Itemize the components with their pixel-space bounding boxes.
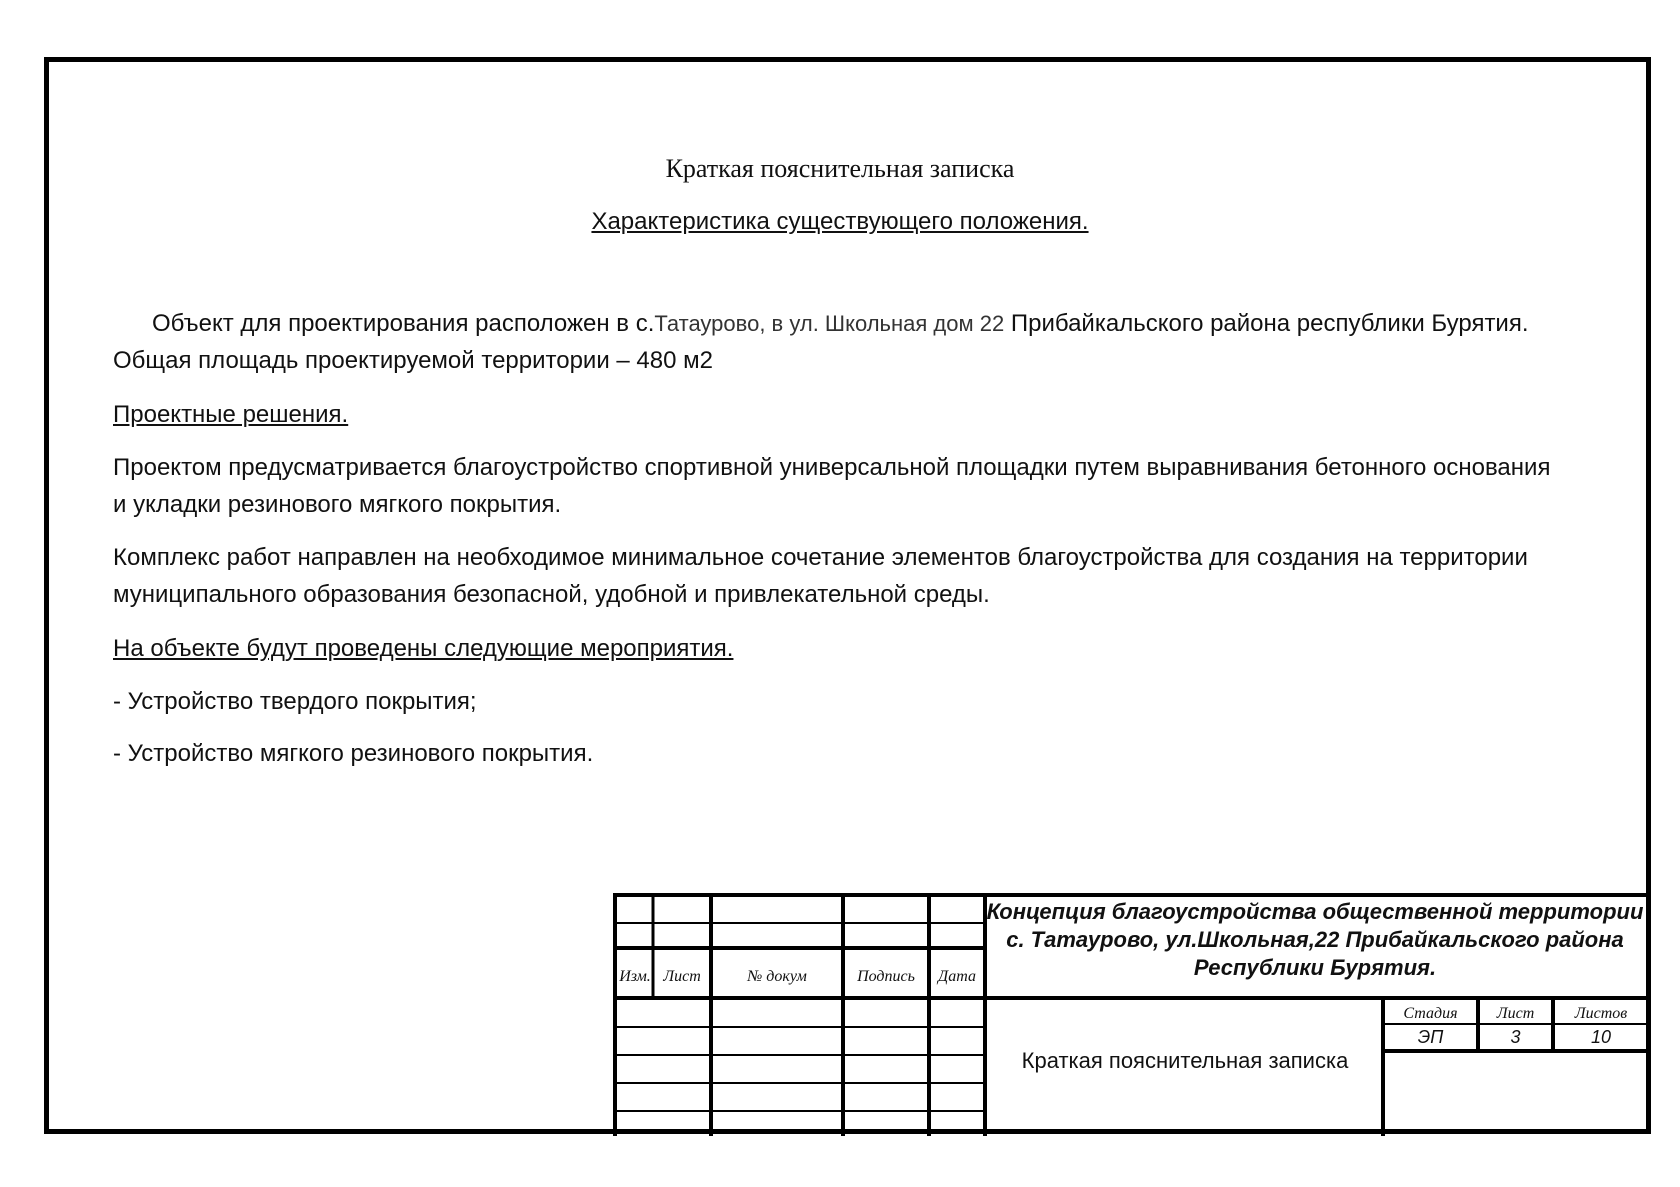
document-title: Краткая пояснительная записка [665, 154, 1015, 183]
paragraph-solutions: Проектом предусматривается благоустройство спортивной универсальной площадки путем выравнивания бетонного основания и укладки резинового мягкого покрытия. [113, 454, 1551, 518]
header-data: Дата [938, 968, 976, 985]
paragraph-complex: Комплекс работ направлен на необходимое минимальное сочетание элементов благоустройства для создания на территории муниципального образования безопасной, удобной и привлекательной среды. [113, 544, 1528, 608]
section-heading-solutions: Проектные решения. [113, 401, 349, 428]
title-block [613, 893, 1649, 1136]
stage-label: Стадия [1403, 1005, 1458, 1022]
header-izm: Изм. [619, 968, 651, 985]
paragraph-location-start: Объект для проектирования расположен в с. [152, 310, 655, 337]
section-heading-measures: На объекте будут проведены следующие мероприятия. [113, 635, 734, 662]
object-title: Концепция благоустройства общественной территории с. Татаурово, ул.Школьная,22 Прибайкальского района Республики Бурятия. [986, 899, 1644, 980]
list-item-measure-1: - Устройство твердого покрытия; [113, 688, 477, 715]
list-item-measure-2: - Устройство мягкого резинового покрытия. [113, 740, 594, 767]
paragraph-location [113, 305, 1563, 379]
sheet-value: 3 [1510, 1027, 1521, 1047]
sheet-name: Краткая пояснительная записка [1021, 1048, 1349, 1073]
document-subtitle: Характеристика существующего положения. [591, 208, 1089, 235]
sheets-label: Листов [1574, 1005, 1628, 1022]
sheets-value: 10 [1590, 1027, 1612, 1047]
header-list: Лист [663, 968, 701, 985]
stage-value: ЭП [1417, 1027, 1444, 1047]
sheet-label: Лист [1496, 1005, 1535, 1022]
header-dokum: № докум [747, 968, 807, 985]
header-podpis: Подпись [857, 968, 915, 985]
paragraph-location-rest: Прибайкальского района республики Бурятия. Общая площадь проектируемой территории – 480 м2 [113, 310, 1529, 374]
paragraph-location-address: Татаурово, в ул. Школьная дом 22 [654, 311, 1005, 336]
